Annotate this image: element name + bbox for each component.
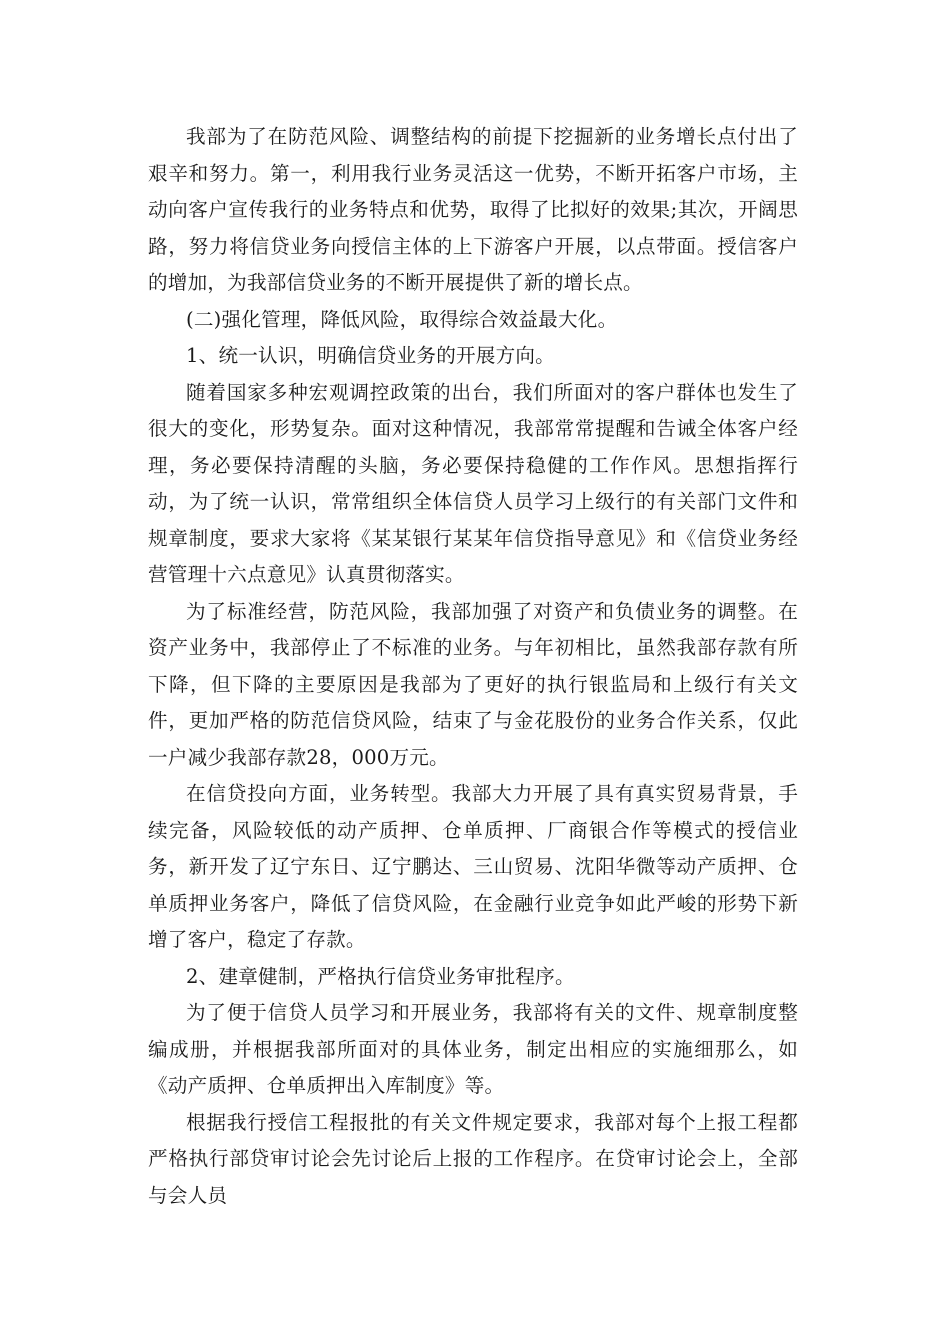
heading-build-rules: 2、建章健制，严格执行信贷业务审批程序。 — [186, 964, 575, 988]
document-body — [148, 119, 798, 1214]
paragraph-standardize-operations: 为了标准经营，防范风险，我部加强了对资产和负债业务的调整。在资产业务中，我部停止了不标准的业务。与年初相比，虽然我部存款有所下降，但下降的主要原因是我部为了更好的执行银监局和上级行有关文件，更加严格的防范信贷风险，结束了与金花股份的业务合作关系，仅此一户减少我部存款28，000万元。 — [148, 599, 798, 769]
paragraph-business-growth: 我部为了在防范风险、调整结构的前提下挖掘新的业务增长点付出了艰辛和努力。第一，利用我行业务灵活这一优势，不断开拓客户市场，主动向客户宣传我行的业务特点和优势，取得了比拟好的效果;其次，开阔思路，努力将信贷业务向授信主体的上下游客户开展，以点带面。授信客户的增加，为我部信贷业务的不断开展提供了新的增长点。 — [148, 125, 798, 294]
paragraph-macro-policy: 随着国家多种宏观调控政策的出台，我们所面对的客户群体也发生了很大的变化，形势复杂。面对这种情况，我部常常提醒和告诫全体客户经理，务必要保持清醒的头脑，务必要保持稳健的工作作风。思想指挥行动，为了统一认识，常常组织全体信贷人员学习上级行的有关部门文件和规章制度，要求大家将《某某银行某某年信贷指导意见》和《信贷业务经营管理十六点意见》认真贯彻落实。 — [148, 380, 798, 586]
heading-unify-understanding: 1、统一认识，明确信贷业务的开展方向。 — [186, 344, 555, 367]
heading-strengthen-management: (二)强化管理，降低风险，取得综合效益最大化。 — [186, 307, 618, 331]
paragraph-compile-rules: 为了便于信贷人员学习和开展业务，我部将有关的文件、规章制度整编成册，并根据我部所面对的具体业务，制定出相应的实施细那么，如《动产质押、仓单质押出入库制度》等。 — [148, 1001, 798, 1097]
paragraph-credit-direction: 在信贷投向方面，业务转型。我部大力开展了具有真实贸易背景，手续完备，风险较低的动产质押、仓单质押、厂商银合作等模式的授信业务，新开发了辽宁东日、辽宁鹏达、三山贸易、沈阳华微等动产质押、仓单质押业务客户，降低了信贷风险，在金融行业竞争如此严峻的形势下新增了客户，稳定了存款。 — [148, 782, 798, 951]
paragraph-approval-procedure: 根据我行授信工程报批的有关文件规定要求，我部对每个上报工程都严格执行部贷审讨论会先讨论后上报的工作程序。在贷审讨论会上，全部与会人员 — [148, 1110, 798, 1207]
